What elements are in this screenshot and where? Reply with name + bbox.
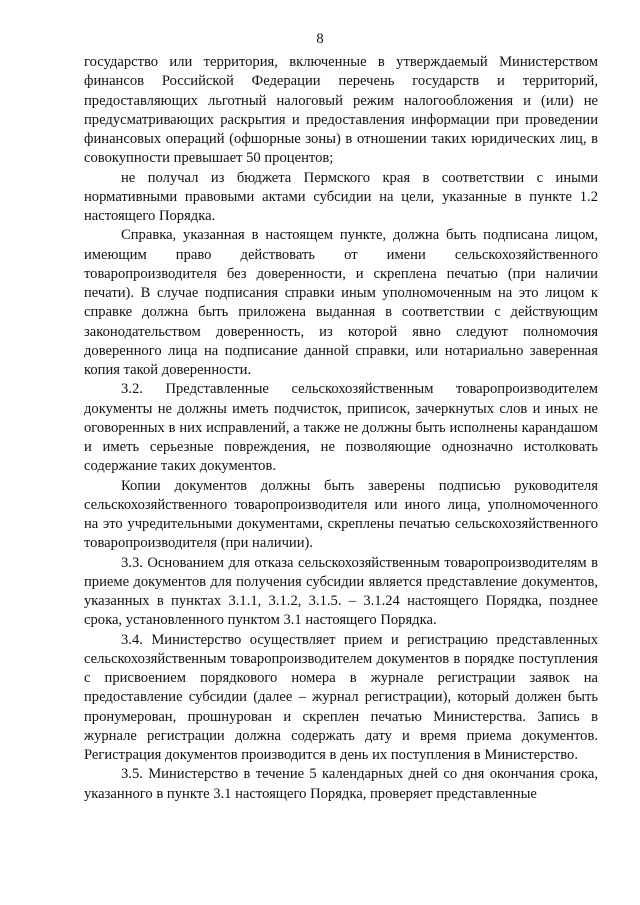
paragraph-3-3: 3.3. Основанием для отказа сельскохозяйственным товаропроизводителям в приеме документов для получения субсидии является представление документов, указанных в пунктах 3.1.1, 3.1.2, 3.1.5. – 3.1.24 настоящего Порядка, позднее срока, установленного пунктом 3.1 настоящего Порядка.	[84, 554, 598, 629]
paragraph-document-copies: Копии документов должны быть заверены подписью руководителя сельскохозяйственного товаропроизводителя или иного лица, уполномоченного на это учредительными документами, скреплены печатью сельскохозяйственного товаропроизводителя (при наличии).	[84, 477, 598, 552]
paragraph-offshore-share: государство или территория, включенные в утверждаемый Министерством финансов Российской Федерации перечень государств и территорий, предоставляющих льготный налоговый режим налогообложения и (или) не предусматривающих раскрытия и предоставления информации при проведении финансовых операций (офшорные зоны) в отношении таких юридических лиц, в совокупности превышает 50 процентов;	[84, 54, 598, 167]
paragraph-certificate-signature: Справка, указанная в настоящем пункте, должна быть подписана лицом, имеющим право действовать от имени сельскохозяйственного товаропроизводителя без доверенности, и скреплена печатью (при наличии печати). В случае подписания справки иным уполномоченным на это лицом к справке должна быть приложена выданная в соответствии с действующим законодательством доверенность, из которой явно следуют полномочия доверенного лица на подписание данной справки, или нотариально заверенная копия такой доверенности.	[84, 227, 598, 378]
paragraph-3-5: 3.5. Министерство в течение 5 календарных дней со дня окончания срока, указанного в пункте 3.1 настоящего Порядка, проверяет представленные	[84, 766, 598, 802]
paragraph-3-4: 3.4. Министерство осуществляет прием и регистрацию представленных сельскохозяйственным товаропроизводителем документов в порядке поступления с присвоением порядкового номера в журнале регистрации заявок на предоставление субсидии (далее – журнал регистрации), который должен быть пронумерован, прошнурован и скреплен печатью Министерства. Запись в журнале регистрации должна содержать дату и время приема документов. Регистрация документов производится в день их поступления в Министерство.	[84, 631, 598, 763]
page-number: 8	[316, 31, 324, 47]
document-body	[84, 53, 598, 804]
paragraph-3-2: 3.2. Представленные сельскохозяйственным товаропроизводителем документы не должны иметь подчисток, приписок, зачеркнутых слов и иных не оговоренных в них исправлений, а также не должны быть исполнены карандашом и иметь серьезные повреждения, не позволяющие однозначно истолковать содержание таких документов.	[84, 381, 598, 475]
paragraph-no-budget-subsidy: не получал из бюджета Пермского края в соответствии с иными нормативными правовыми актами субсидии на цели, указанные в пункте 1.2 настоящего Порядка.	[84, 169, 598, 224]
